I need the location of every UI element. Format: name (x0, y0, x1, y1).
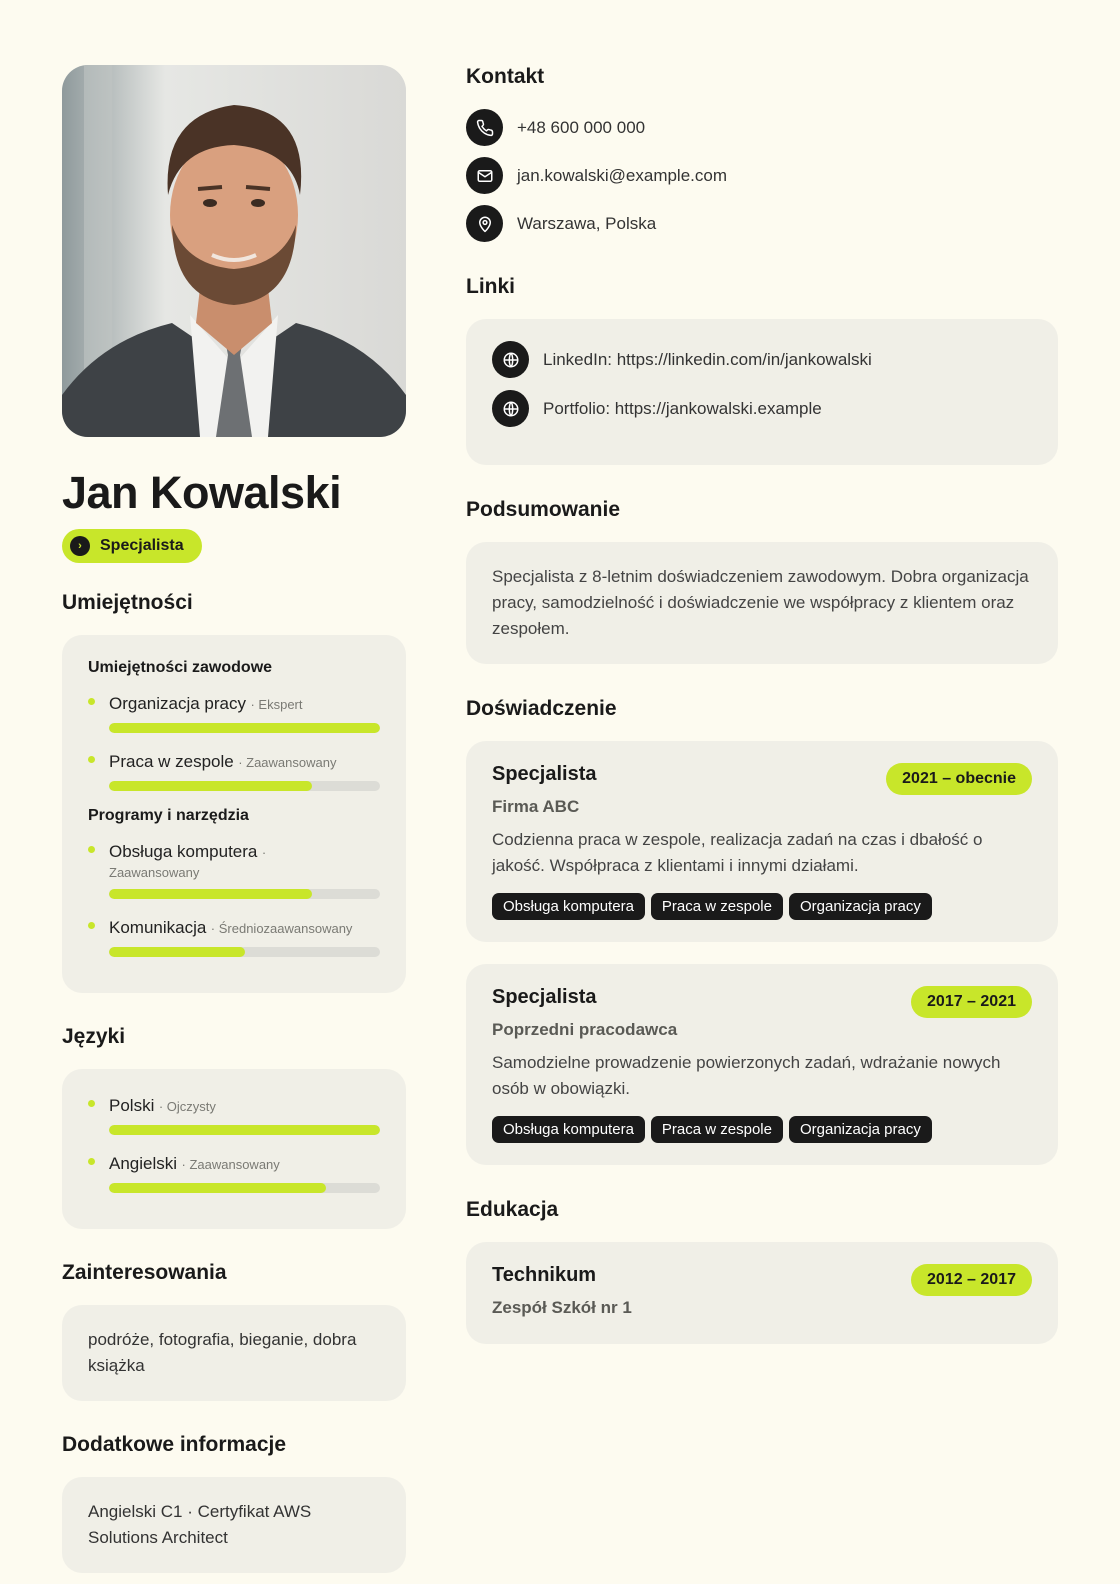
skill-group-title: Programy i narzędzia (88, 807, 249, 824)
job-description: Codzienna praca w zespole, realizacja zadań na czas i dbałość o jakość. Współpraca z klientami i innymi działami. (492, 830, 983, 875)
contact-location (466, 205, 1058, 242)
skill-bar-fill (109, 889, 312, 899)
skill-level-sep: · (210, 921, 219, 936)
language-bar-fill (109, 1125, 380, 1135)
globe-icon (492, 390, 529, 427)
role-label: Specjalista (100, 537, 184, 554)
language-name: Polski (109, 1096, 155, 1115)
experience-item (466, 741, 1058, 942)
mail-icon (466, 157, 503, 194)
additional-info-heading: Dodatkowe informacje (62, 1433, 287, 1456)
language-item (88, 1151, 380, 1193)
job-header (492, 986, 1032, 1018)
language-level: Zaawansowany (189, 1157, 280, 1172)
left-column (62, 65, 406, 1573)
skill-group-title: Umiejętności zawodowe (88, 659, 273, 676)
contact-heading: Kontakt (466, 65, 545, 88)
language-level-sep: · (158, 1099, 167, 1114)
skills-heading: Umiejętności (62, 591, 193, 614)
education-item (466, 1242, 1058, 1344)
link-item[interactable] (492, 390, 1032, 427)
skill-bar (109, 889, 380, 899)
links-card (466, 319, 1058, 465)
education-title: Technikum (492, 1264, 597, 1286)
right-column (466, 65, 1058, 1344)
language-bar (109, 1183, 380, 1193)
job-header (492, 763, 1032, 795)
skill-tag: Praca w zespole (651, 893, 783, 920)
email-text[interactable]: jan.kowalski@example.com (517, 165, 728, 185)
experience-heading: Doświadczenie (466, 697, 617, 720)
education-heading: Edukacja (466, 1198, 559, 1221)
skill-level: Zaawansowany (109, 865, 200, 880)
skill-bar (109, 781, 380, 791)
skill-bar-fill (109, 781, 312, 791)
interests-card: podróże, fotografia, bieganie, dobra książka (62, 1305, 406, 1401)
skill-item (88, 915, 380, 957)
date-badge: 2017 – 2021 (911, 986, 1032, 1018)
location-text: Warszawa, Polska (517, 213, 657, 233)
skill-name: Obsługa komputera (109, 842, 258, 861)
date-badge: 2012 – 2017 (911, 1264, 1032, 1296)
language-bar-fill (109, 1183, 326, 1193)
skill-level-sep: · (238, 755, 247, 770)
skill-tag: Organizacja pracy (789, 1116, 932, 1143)
skill-level-sep: · (261, 845, 267, 860)
date-badge: 2021 – obecnie (886, 763, 1032, 795)
experience-item (466, 964, 1058, 1165)
job-description: Samodzielne prowadzenie powierzonych zadań, wdrażanie nowych osób w obowiązki. (492, 1053, 1001, 1098)
phone-text[interactable]: +48 600 000 000 (517, 117, 646, 137)
skill-tag: Organizacja pracy (789, 893, 932, 920)
phone-icon (466, 109, 503, 146)
link-text[interactable]: Portfolio: https://jankowalski.example (543, 398, 822, 418)
job-company: Poprzedni pracodawca (492, 1020, 678, 1039)
languages-heading: Języki (62, 1025, 126, 1048)
skill-level-sep: · (250, 697, 259, 712)
job-title: Specjalista (492, 763, 597, 785)
language-level-sep: · (181, 1157, 190, 1172)
skill-bar (109, 947, 380, 957)
skill-item (88, 749, 380, 791)
skill-bar-fill (109, 723, 380, 733)
education-school: Zespół Szkół nr 1 (492, 1298, 632, 1317)
skill-group (88, 659, 380, 791)
role-badge (62, 529, 202, 563)
location-pin-icon (466, 205, 503, 242)
skill-item (88, 839, 380, 899)
language-item (88, 1093, 380, 1135)
summary-card: Specjalista z 8-letnim doświadczeniem zawodowym. Dobra organizacja pracy, samodzielność i doświadczenie we współpracy z klientem oraz zespołem. (466, 542, 1058, 664)
skill-name: Komunikacja (109, 918, 207, 937)
skill-level: Zaawansowany (246, 755, 337, 770)
skill-tag: Obsługa komputera (492, 1116, 645, 1143)
person-name: Jan Kowalski (62, 467, 342, 518)
additional-info-card: Angielski C1 · Certyfikat AWS Solutions Architect (62, 1477, 406, 1573)
chevron-right-icon: › (70, 536, 90, 556)
language-bar (109, 1125, 380, 1135)
skill-level: Ekspert (258, 697, 303, 712)
interests-heading: Zainteresowania (62, 1261, 227, 1284)
skill-level: Średniozaawansowany (218, 921, 353, 936)
skill-tag: Praca w zespole (651, 1116, 783, 1143)
links-heading: Linki (466, 275, 516, 298)
education-header (492, 1264, 1032, 1296)
tag-list (492, 1116, 1032, 1143)
skill-group (88, 807, 380, 957)
summary-heading: Podsumowanie (466, 498, 621, 521)
languages-card (62, 1069, 406, 1229)
profile-photo (62, 65, 406, 437)
skill-name: Praca w zespole (109, 752, 234, 771)
skill-tag: Obsługa komputera (492, 893, 645, 920)
link-item[interactable] (492, 341, 1032, 378)
skill-name: Organizacja pracy (109, 694, 247, 713)
job-title: Specjalista (492, 986, 597, 1008)
link-text[interactable]: LinkedIn: https://linkedin.com/in/jankowalski (543, 349, 872, 369)
job-company: Firma ABC (492, 797, 580, 816)
skill-bar-fill (109, 947, 245, 957)
tag-list (492, 893, 1032, 920)
skill-item (88, 691, 380, 733)
skills-card (62, 635, 406, 993)
contact-phone (466, 109, 1058, 146)
contact-email (466, 157, 1058, 194)
skill-bar (109, 723, 380, 733)
language-level: Ojczysty (166, 1099, 216, 1114)
language-name: Angielski (109, 1154, 178, 1173)
globe-icon (492, 341, 529, 378)
